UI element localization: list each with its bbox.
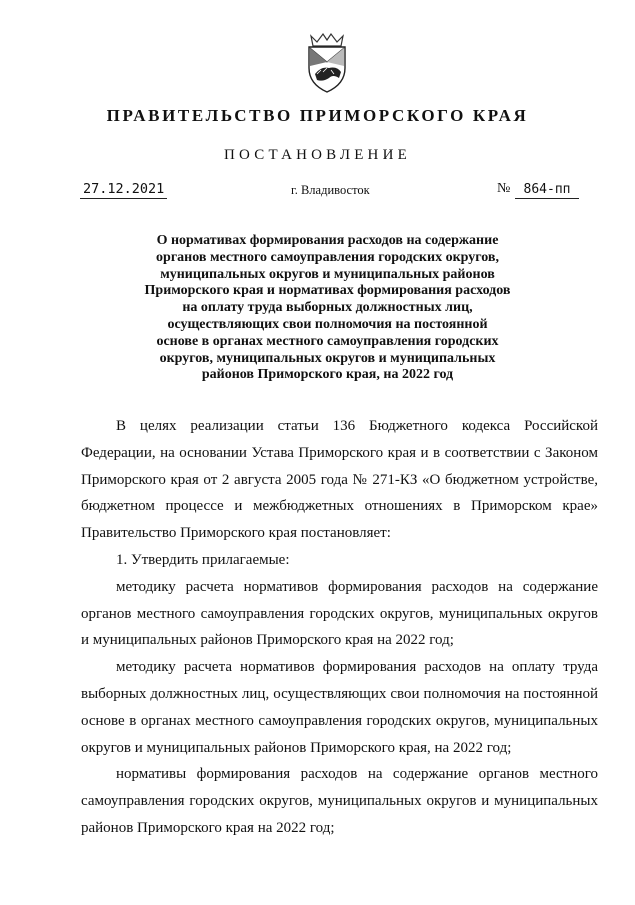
paragraph-line: и муниципальных районов Приморского края на 2022 год; [81,632,454,649]
method-2-paragraph [81,654,598,761]
document-type: ПОСТАНОВЛЕНИЕ [224,147,411,163]
paragraph-line: бюджетном процессе и межбюджетных отношениях в Приморском крае» [81,498,598,515]
title-line: Приморского края и нормативах формирования расходов [144,283,511,299]
title-line: осуществляющих свои полномочия на постоянной [167,316,488,332]
item-1 [81,547,598,574]
decree-city: г. Владивосток [291,183,370,197]
paragraph-line: округов и муниципальных районов Приморского края, на 2022 год; [81,739,512,756]
title-line: основе в органах местного самоуправления городских [156,333,499,349]
paragraph-line: Приморского края от 2 августа 2005 года № 271-КЗ «О бюджетном устройстве, [81,471,598,488]
paragraph-line: районов Приморского края на 2022 год; [81,819,335,836]
paragraph-line: Правительство Приморского края постановляет: [81,525,391,542]
decree-date: 27.12.2021 [80,181,167,199]
body-text [81,413,598,842]
coat-of-arms-icon [303,30,351,94]
title-line: органов местного самоуправления городских округов, [156,249,499,265]
title-line: муниципальных округов и муниципальных районов [160,266,495,282]
title-line: на оплату труда выборных должностных лиц, [182,300,473,316]
title-line: О нормативах формирования расходов на содержание [156,233,499,248]
norms-paragraph [81,761,598,841]
decree-number: 864-пп [515,181,579,199]
paragraph-line: 1. Утвердить прилагаемые: [116,551,290,568]
government-name: ПРАВИТЕЛЬСТВО ПРИМОРСКОГО КРАЯ [106,106,529,125]
intro-paragraph [81,413,598,547]
paragraph-line: методику расчета нормативов формирования расходов на содержание [116,578,598,595]
method-1-paragraph [81,574,598,654]
document-title [120,233,535,384]
paragraph-line: самоуправления городских округов, муниципальных округов и муниципальных [81,793,598,810]
paragraph-line: органов местного самоуправления городских округов, муниципальных округов [81,605,598,622]
paragraph-line: основе в органах местного самоуправления городских округов, муниципальных [81,712,598,729]
paragraph-line: методику расчета нормативов формирования расходов на оплату труда [116,659,598,676]
paragraph-line: В целях реализации статьи 136 Бюджетного кодекса Российской [116,418,598,434]
number-sign: № [497,181,511,196]
paragraph-line: выборных должностных лиц, осуществляющих свои полномочия на постоянной [81,685,598,702]
paragraph-line: Федерации, на основании Устава Приморского края и в соответствии с Законом [81,444,598,461]
title-line: районов Приморского края, на 2022 год [201,367,454,383]
title-line: округов, муниципальных округов и муниципальных [159,350,496,366]
paragraph-line: нормативы формирования расходов на содержание органов местного [116,766,598,783]
